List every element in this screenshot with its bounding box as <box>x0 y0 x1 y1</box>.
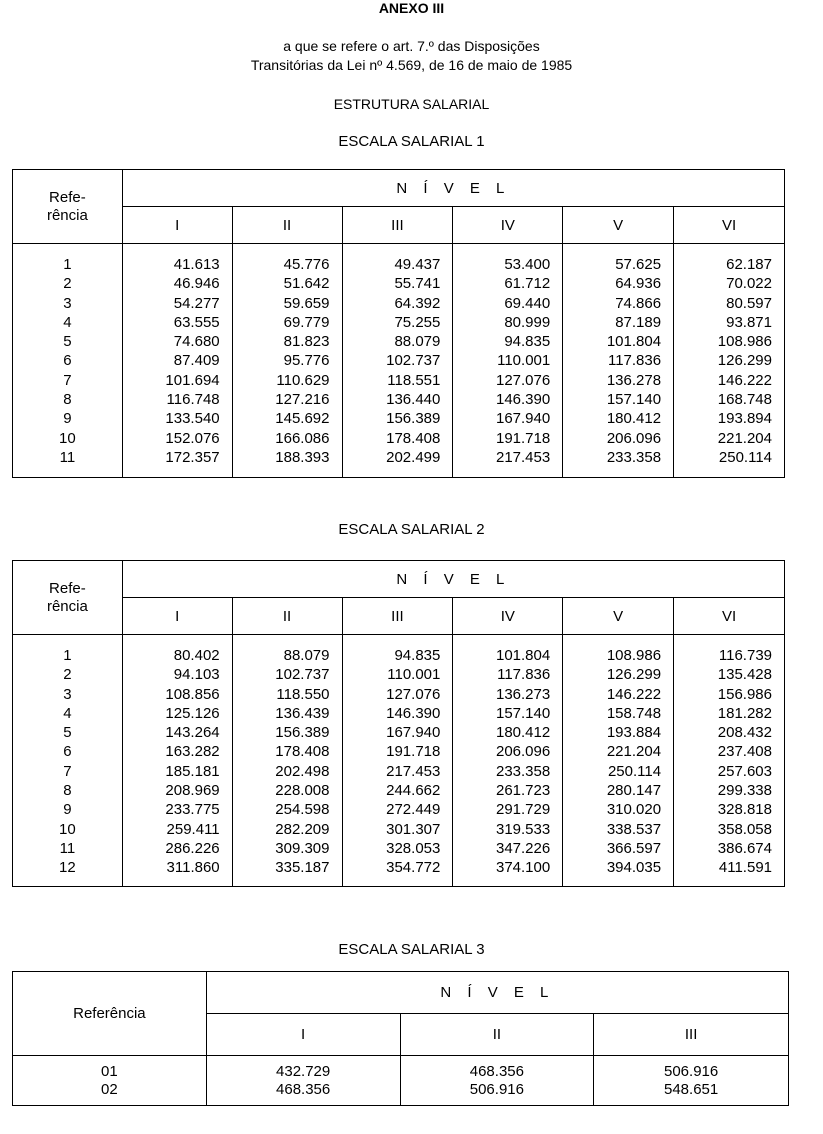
reference-cell: 12 <box>59 859 76 877</box>
salary-value: 125.126 <box>165 704 220 722</box>
salary-value: 143.264 <box>165 724 220 742</box>
salary-value: 152.076 <box>165 429 220 447</box>
salary-value: 291.729 <box>495 801 551 819</box>
reference-cell: 1 <box>63 647 72 664</box>
level-header: III <box>342 598 453 635</box>
salary-table-2 <box>12 560 785 887</box>
salary-value: 228.008 <box>275 782 330 800</box>
salary-value: 202.499 <box>386 448 441 466</box>
salary-value: 127.216 <box>275 391 330 409</box>
nivel-header: N Í V E L <box>122 170 784 207</box>
salary-value: 61.712 <box>504 275 551 293</box>
salary-value: 80.402 <box>173 647 220 664</box>
salary-value: 55.741 <box>394 275 441 293</box>
reference-cell: 2 <box>63 666 72 684</box>
level-value-column <box>453 635 563 887</box>
level-header: II <box>232 598 342 635</box>
salary-value: 101.804 <box>495 647 551 664</box>
level-header: II <box>400 1014 594 1056</box>
salary-value: 108.986 <box>606 647 662 664</box>
salary-value: 62.187 <box>726 256 772 273</box>
data-row <box>13 1056 789 1106</box>
salary-value: 299.338 <box>717 782 772 800</box>
reference-cell: 3 <box>63 294 72 312</box>
salary-value: 250.114 <box>718 448 772 466</box>
salary-value: 117.836 <box>497 666 551 684</box>
level-value-column <box>674 635 785 887</box>
salary-value: 309.309 <box>275 839 330 857</box>
section-title: ESTRUTURA SALARIAL <box>333 96 490 112</box>
reference-cell: 8 <box>63 391 72 409</box>
salary-value: 221.204 <box>606 743 662 761</box>
level-header: III <box>342 207 453 244</box>
nivel-header: N Í V E L <box>122 561 784 598</box>
salary-value: 81.823 <box>283 333 330 351</box>
salary-value: 146.222 <box>717 371 772 389</box>
level-value-column <box>453 244 563 478</box>
salary-value: 157.140 <box>606 391 662 409</box>
salary-value: 168.748 <box>717 391 772 409</box>
salary-value: 93.871 <box>726 313 772 331</box>
reference-cell: 01 <box>101 1063 118 1080</box>
salary-value: 172.357 <box>165 448 220 466</box>
reference-cell: 6 <box>63 743 72 761</box>
salary-value: 191.718 <box>386 743 441 761</box>
reference-header: Refe- rência <box>13 170 123 244</box>
salary-value: 80.999 <box>504 313 551 331</box>
reference-cell: 02 <box>101 1081 118 1098</box>
reference-cell: 11 <box>59 839 76 857</box>
salary-value: 335.187 <box>275 859 330 877</box>
salary-value: 69.779 <box>283 313 330 331</box>
salary-value: 118.550 <box>276 685 330 703</box>
salary-value: 193.894 <box>717 410 772 428</box>
reference-cell: 5 <box>63 724 72 742</box>
salary-value: 102.737 <box>275 666 330 684</box>
salary-value: 116.739 <box>718 647 772 664</box>
level-value-column <box>342 635 453 887</box>
salary-value: 259.411 <box>166 820 220 838</box>
salary-value: 206.096 <box>606 429 662 447</box>
salary-value: 394.035 <box>606 859 662 877</box>
salary-value: 411.591 <box>718 859 772 877</box>
salary-value: 354.772 <box>386 859 441 877</box>
level-value-column <box>232 244 342 478</box>
level-header: V <box>563 598 674 635</box>
salary-value: 53.400 <box>504 256 551 273</box>
reference-cell: 11 <box>59 448 76 466</box>
salary-value: 127.076 <box>386 685 441 703</box>
salary-value: 206.096 <box>495 743 551 761</box>
level-value-column <box>342 244 453 478</box>
level-header: I <box>122 598 232 635</box>
salary-value: 506.916 <box>469 1081 524 1098</box>
level-header: III <box>594 1014 789 1056</box>
salary-value: 101.804 <box>606 333 662 351</box>
salary-value: 87.189 <box>615 313 662 331</box>
level-header: VI <box>674 207 785 244</box>
reference-cell: 9 <box>63 410 72 428</box>
salary-value: 185.181 <box>165 762 220 780</box>
salary-value: 386.674 <box>717 839 772 857</box>
salary-value: 94.835 <box>504 333 551 351</box>
salary-value: 94.835 <box>394 647 441 664</box>
salary-value: 328.818 <box>717 801 772 819</box>
salary-value: 188.393 <box>275 448 330 466</box>
salary-value: 286.226 <box>165 839 220 857</box>
salary-value: 156.389 <box>386 410 441 428</box>
level-value-column <box>594 1056 789 1106</box>
salary-value: 70.022 <box>726 275 772 293</box>
salary-value: 156.986 <box>717 685 772 703</box>
reference-cell: 7 <box>63 371 72 389</box>
salary-value: 101.694 <box>165 371 220 389</box>
reference-cell: 2 <box>63 275 72 293</box>
reference-cell: 3 <box>63 685 72 703</box>
level-header-row <box>13 207 785 244</box>
salary-value: 180.412 <box>495 724 551 742</box>
salary-value: 156.389 <box>275 724 330 742</box>
salary-value: 272.449 <box>386 801 441 819</box>
salary-value: 51.642 <box>283 275 330 293</box>
salary-value: 158.748 <box>606 704 662 722</box>
salary-value: 74.866 <box>615 294 662 312</box>
level-header: II <box>232 207 342 244</box>
salary-value: 250.114 <box>607 762 662 780</box>
page-title: ANEXO III <box>378 0 445 16</box>
salary-value: 94.103 <box>173 666 220 684</box>
level-value-column <box>563 244 674 478</box>
salary-value: 69.440 <box>504 294 551 312</box>
salary-value: 46.946 <box>173 275 220 293</box>
level-header: I <box>206 1014 400 1056</box>
salary-value: 64.936 <box>615 275 662 293</box>
salary-value: 310.020 <box>606 801 662 819</box>
salary-value: 136.278 <box>606 371 662 389</box>
salary-value: 41.613 <box>173 256 220 273</box>
salary-value: 233.775 <box>165 801 220 819</box>
level-value-column <box>674 244 785 478</box>
salary-value: 257.603 <box>717 762 772 780</box>
reference-cell: 1 <box>63 256 72 273</box>
salary-value: 64.392 <box>394 294 441 312</box>
salary-value: 244.662 <box>386 782 441 800</box>
salary-value: 110.001 <box>387 666 441 684</box>
salary-value: 193.884 <box>606 724 662 742</box>
salary-value: 157.140 <box>495 704 551 722</box>
level-value-column <box>400 1056 594 1106</box>
salary-value: 163.282 <box>165 743 220 761</box>
salary-value: 167.940 <box>495 410 551 428</box>
salary-value: 191.718 <box>495 429 551 447</box>
salary-value: 468.356 <box>276 1081 331 1098</box>
nivel-header: N Í V E L <box>206 972 788 1014</box>
salary-value: 254.598 <box>275 801 330 819</box>
reference-cell: 9 <box>63 801 72 819</box>
reference-cell: 7 <box>63 762 72 780</box>
salary-value: 221.204 <box>717 429 772 447</box>
subtitle-line-1: a que se refere o art. 7.º das Disposições <box>283 38 540 54</box>
salary-value: 95.776 <box>283 352 330 370</box>
level-header: VI <box>674 598 785 635</box>
level-value-column <box>122 244 232 478</box>
level-header-row <box>13 598 785 635</box>
level-header: V <box>563 207 674 244</box>
salary-value: 133.540 <box>165 410 220 428</box>
salary-value: 80.597 <box>726 294 772 312</box>
salary-value: 59.659 <box>283 294 330 312</box>
salary-value: 202.498 <box>275 762 330 780</box>
salary-value: 57.625 <box>615 256 662 273</box>
subtitle-line-2: Transitórias da Lei nº 4.569, de 16 de maio de 1985 <box>250 57 573 73</box>
reference-cell: 4 <box>63 313 72 331</box>
salary-value: 217.453 <box>386 762 441 780</box>
salary-value: 146.222 <box>606 685 662 703</box>
salary-value: 126.299 <box>606 666 662 684</box>
level-value-column <box>206 1056 400 1106</box>
level-value-column <box>122 635 232 887</box>
level-header: IV <box>453 207 563 244</box>
salary-value: 237.408 <box>717 743 772 761</box>
salary-value: 432.729 <box>276 1063 331 1080</box>
reference-column <box>13 244 123 478</box>
salary-value: 506.916 <box>664 1063 719 1080</box>
reference-header: Referência <box>13 972 207 1056</box>
salary-value: 178.408 <box>386 429 441 447</box>
salary-value: 282.209 <box>275 820 330 838</box>
salary-value: 358.058 <box>717 820 772 838</box>
salary-value: 45.776 <box>283 256 330 273</box>
salary-value: 233.358 <box>606 448 662 466</box>
salary-value: 328.053 <box>386 839 441 857</box>
salary-value: 74.680 <box>173 333 220 351</box>
level-value-column <box>563 635 674 887</box>
reference-cell: 5 <box>63 333 72 351</box>
reference-cell: 10 <box>59 429 76 447</box>
reference-column <box>13 1056 207 1106</box>
table-1-title: ESCALA SALARIAL 1 <box>338 133 485 150</box>
salary-value: 347.226 <box>495 839 551 857</box>
salary-table-3 <box>12 971 789 1106</box>
salary-value: 145.692 <box>275 410 330 428</box>
salary-value: 110.629 <box>276 371 330 389</box>
salary-value: 338.537 <box>606 820 662 838</box>
table-3-title: ESCALA SALARIAL 3 <box>338 941 485 958</box>
salary-value: 319.533 <box>495 820 551 838</box>
salary-value: 102.737 <box>386 352 441 370</box>
salary-value: 178.408 <box>275 743 330 761</box>
salary-value: 63.555 <box>173 313 220 331</box>
salary-value: 366.597 <box>606 839 662 857</box>
salary-value: 88.079 <box>283 647 330 664</box>
reference-cell: 4 <box>63 704 72 722</box>
data-row <box>13 635 785 887</box>
salary-value: 261.723 <box>495 782 551 800</box>
salary-value: 75.255 <box>394 313 441 331</box>
salary-value: 127.076 <box>495 371 551 389</box>
salary-value: 54.277 <box>173 294 220 312</box>
level-header: I <box>122 207 232 244</box>
salary-value: 167.940 <box>386 724 441 742</box>
salary-value: 136.440 <box>386 391 441 409</box>
reference-column <box>13 635 123 887</box>
salary-value: 135.428 <box>717 666 772 684</box>
salary-value: 468.356 <box>469 1063 524 1080</box>
salary-value: 311.860 <box>166 859 220 877</box>
salary-value: 126.299 <box>717 352 772 370</box>
salary-value: 108.986 <box>717 333 772 351</box>
salary-value: 87.409 <box>173 352 220 370</box>
salary-value: 136.273 <box>495 685 551 703</box>
salary-value: 146.390 <box>495 391 551 409</box>
salary-value: 49.437 <box>394 256 441 273</box>
salary-value: 181.282 <box>717 704 772 722</box>
salary-value: 146.390 <box>386 704 441 722</box>
salary-value: 374.100 <box>495 859 551 877</box>
salary-table-1 <box>12 169 785 478</box>
salary-value: 208.432 <box>717 724 772 742</box>
level-value-column <box>232 635 342 887</box>
salary-value: 116.748 <box>166 391 220 409</box>
reference-header: Refe- rência <box>13 561 123 635</box>
table-2-title: ESCALA SALARIAL 2 <box>338 521 485 538</box>
salary-value: 118.551 <box>387 371 441 389</box>
salary-value: 180.412 <box>606 410 662 428</box>
salary-value: 280.147 <box>606 782 662 800</box>
reference-cell: 10 <box>59 820 76 838</box>
salary-value: 301.307 <box>386 820 441 838</box>
data-row <box>13 244 785 478</box>
salary-value: 117.836 <box>607 352 662 370</box>
salary-value: 166.086 <box>275 429 330 447</box>
salary-value: 88.079 <box>394 333 441 351</box>
salary-value: 136.439 <box>275 704 330 722</box>
salary-value: 208.969 <box>165 782 220 800</box>
reference-cell: 8 <box>63 782 72 800</box>
salary-value: 217.453 <box>495 448 551 466</box>
salary-value: 110.001 <box>497 352 551 370</box>
level-header: IV <box>453 598 563 635</box>
salary-value: 548.651 <box>664 1081 719 1098</box>
salary-value: 108.856 <box>165 685 220 703</box>
reference-cell: 6 <box>63 352 72 370</box>
salary-value: 233.358 <box>495 762 551 780</box>
